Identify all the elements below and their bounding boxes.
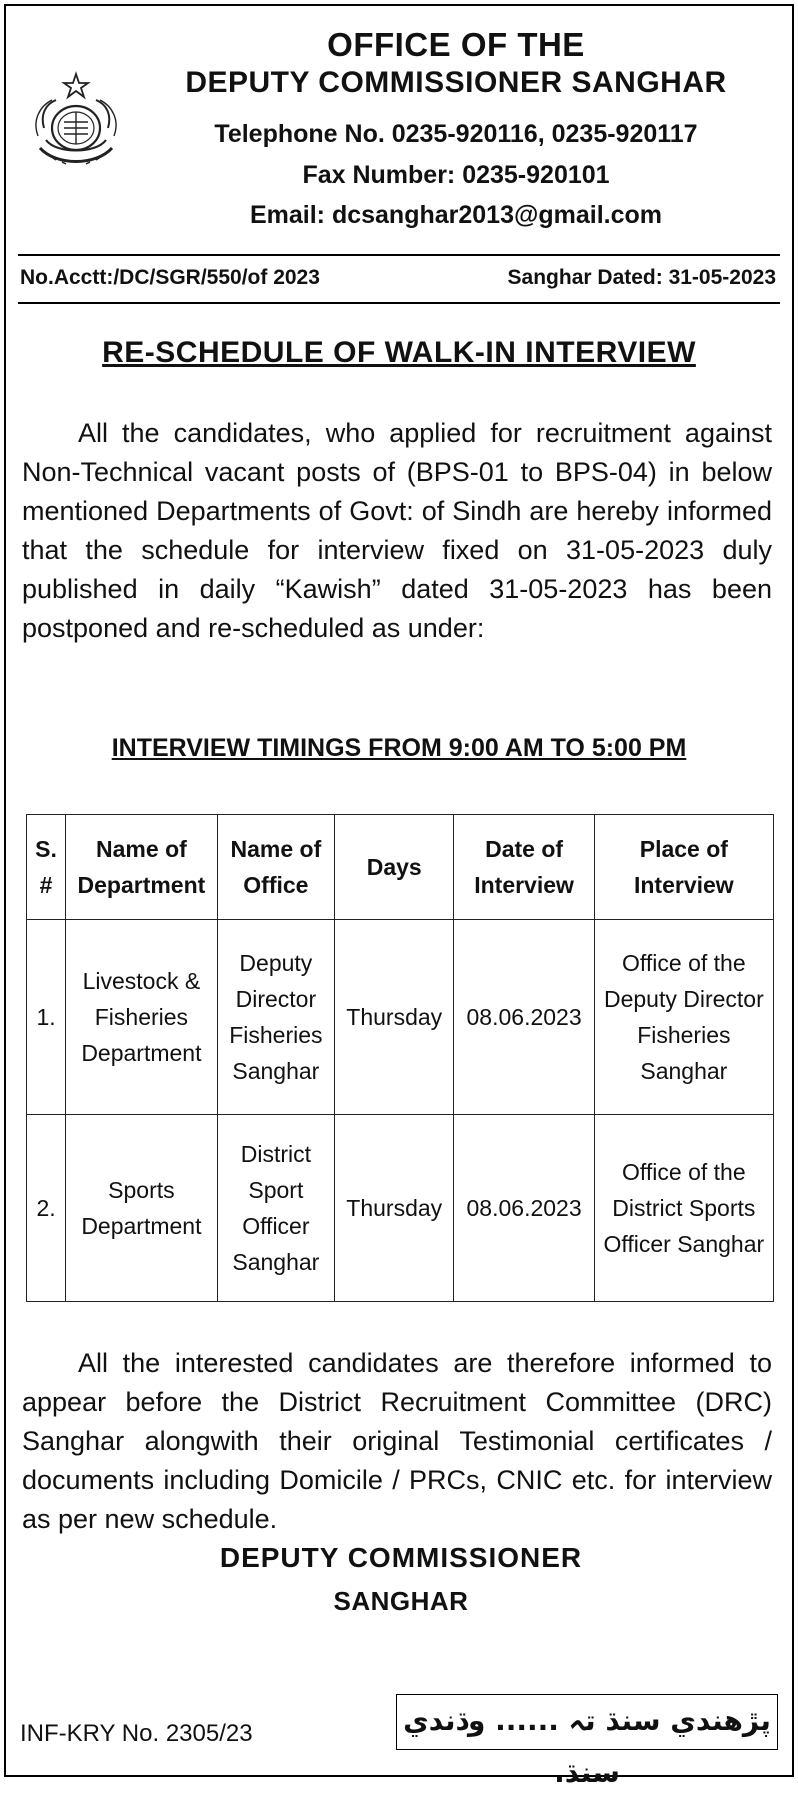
reference-date: Sanghar Dated: 31-05-2023 <box>507 266 776 289</box>
cell-days: Thursday <box>334 1115 454 1302</box>
table-header-row <box>27 815 774 920</box>
cell-department: Livestock & Fisheries Department <box>66 920 218 1115</box>
inf-number: INF-KRY No. 2305/23 <box>20 1720 253 1747</box>
header-place: Place of Interview <box>594 815 773 920</box>
interview-timings: INTERVIEW TIMINGS FROM 9:00 AM TO 5:00 PM <box>111 734 687 762</box>
office-line: OFFICE OF THE <box>327 26 585 63</box>
cell-days: Thursday <box>334 920 454 1115</box>
header-date: Date of Interview <box>454 815 594 920</box>
header-office: Name of Office <box>217 815 334 920</box>
cell-office: District Sport Officer Sanghar <box>217 1115 334 1302</box>
instructions-paragraph <box>22 1344 772 1539</box>
notice-title: RE-SCHEDULE OF WALK-IN INTERVIEW <box>102 336 696 369</box>
fax-line: Fax Number: 0235-920101 <box>302 161 610 189</box>
intro-text: All the candidates, who applied for recruitment against Non-Technical vacant posts of (BPS-01 to BPS-04) in below mentioned Departments of Govt: of Sindh are hereby informed that the schedule for interview fixed on 31-05-2023 duly published in daily “Kawish” dated 31-05-2023 has been postponed and re-scheduled as under: <box>22 418 772 643</box>
instructions-text: All the interested candidates are therefore informed to appear before the District Recruitment Committee (DRC) Sanghar alongwith their original Testimonial certificates / documents including Domicile / PRCs, CNIC etc. for interview as per new schedule. <box>22 1348 772 1534</box>
cell-date: 08.06.2023 <box>454 1115 594 1302</box>
table-row <box>27 920 774 1115</box>
sindhi-slogan-box: پڙهندي سنڌ تہ ...... وڌندي سنڌ. <box>396 1694 778 1750</box>
header-days: Days <box>334 815 454 920</box>
reference-number: No.Acctt:/DC/SGR/550/of 2023 <box>20 266 320 289</box>
cell-department: Sports Department <box>66 1115 218 1302</box>
signature-place: SANGHAR <box>333 1586 469 1616</box>
table-row <box>27 1115 774 1302</box>
divider-top <box>18 254 780 256</box>
signature-designation: DEPUTY COMMISSIONER <box>219 1542 583 1573</box>
intro-paragraph <box>22 414 772 648</box>
cell-place: Office of the Deputy Director Fisheries Sanghar <box>594 920 773 1115</box>
divider-bottom <box>18 302 780 304</box>
cell-sno: 1. <box>27 920 66 1115</box>
email-line: Email: dcsanghar2013@gmail.com <box>249 201 663 229</box>
telephone-line: Telephone No. 0235-920116, 0235-920117 <box>214 120 698 148</box>
cell-sno: 2. <box>27 1115 66 1302</box>
schedule-table <box>26 814 774 1302</box>
deputy-commissioner-line: DEPUTY COMMISSIONER SANGHAR <box>185 66 727 99</box>
header-sno: S. # <box>27 815 66 920</box>
advertisement-page <box>4 4 794 1789</box>
letterhead <box>6 6 792 254</box>
cell-place: Office of the District Sports Officer Sanghar <box>594 1115 773 1302</box>
government-of-sindh-emblem-icon <box>26 70 126 178</box>
cell-office: Deputy Director Fisheries Sanghar <box>217 920 334 1115</box>
cell-date: 08.06.2023 <box>454 920 594 1115</box>
header-department: Name of Department <box>66 815 218 920</box>
